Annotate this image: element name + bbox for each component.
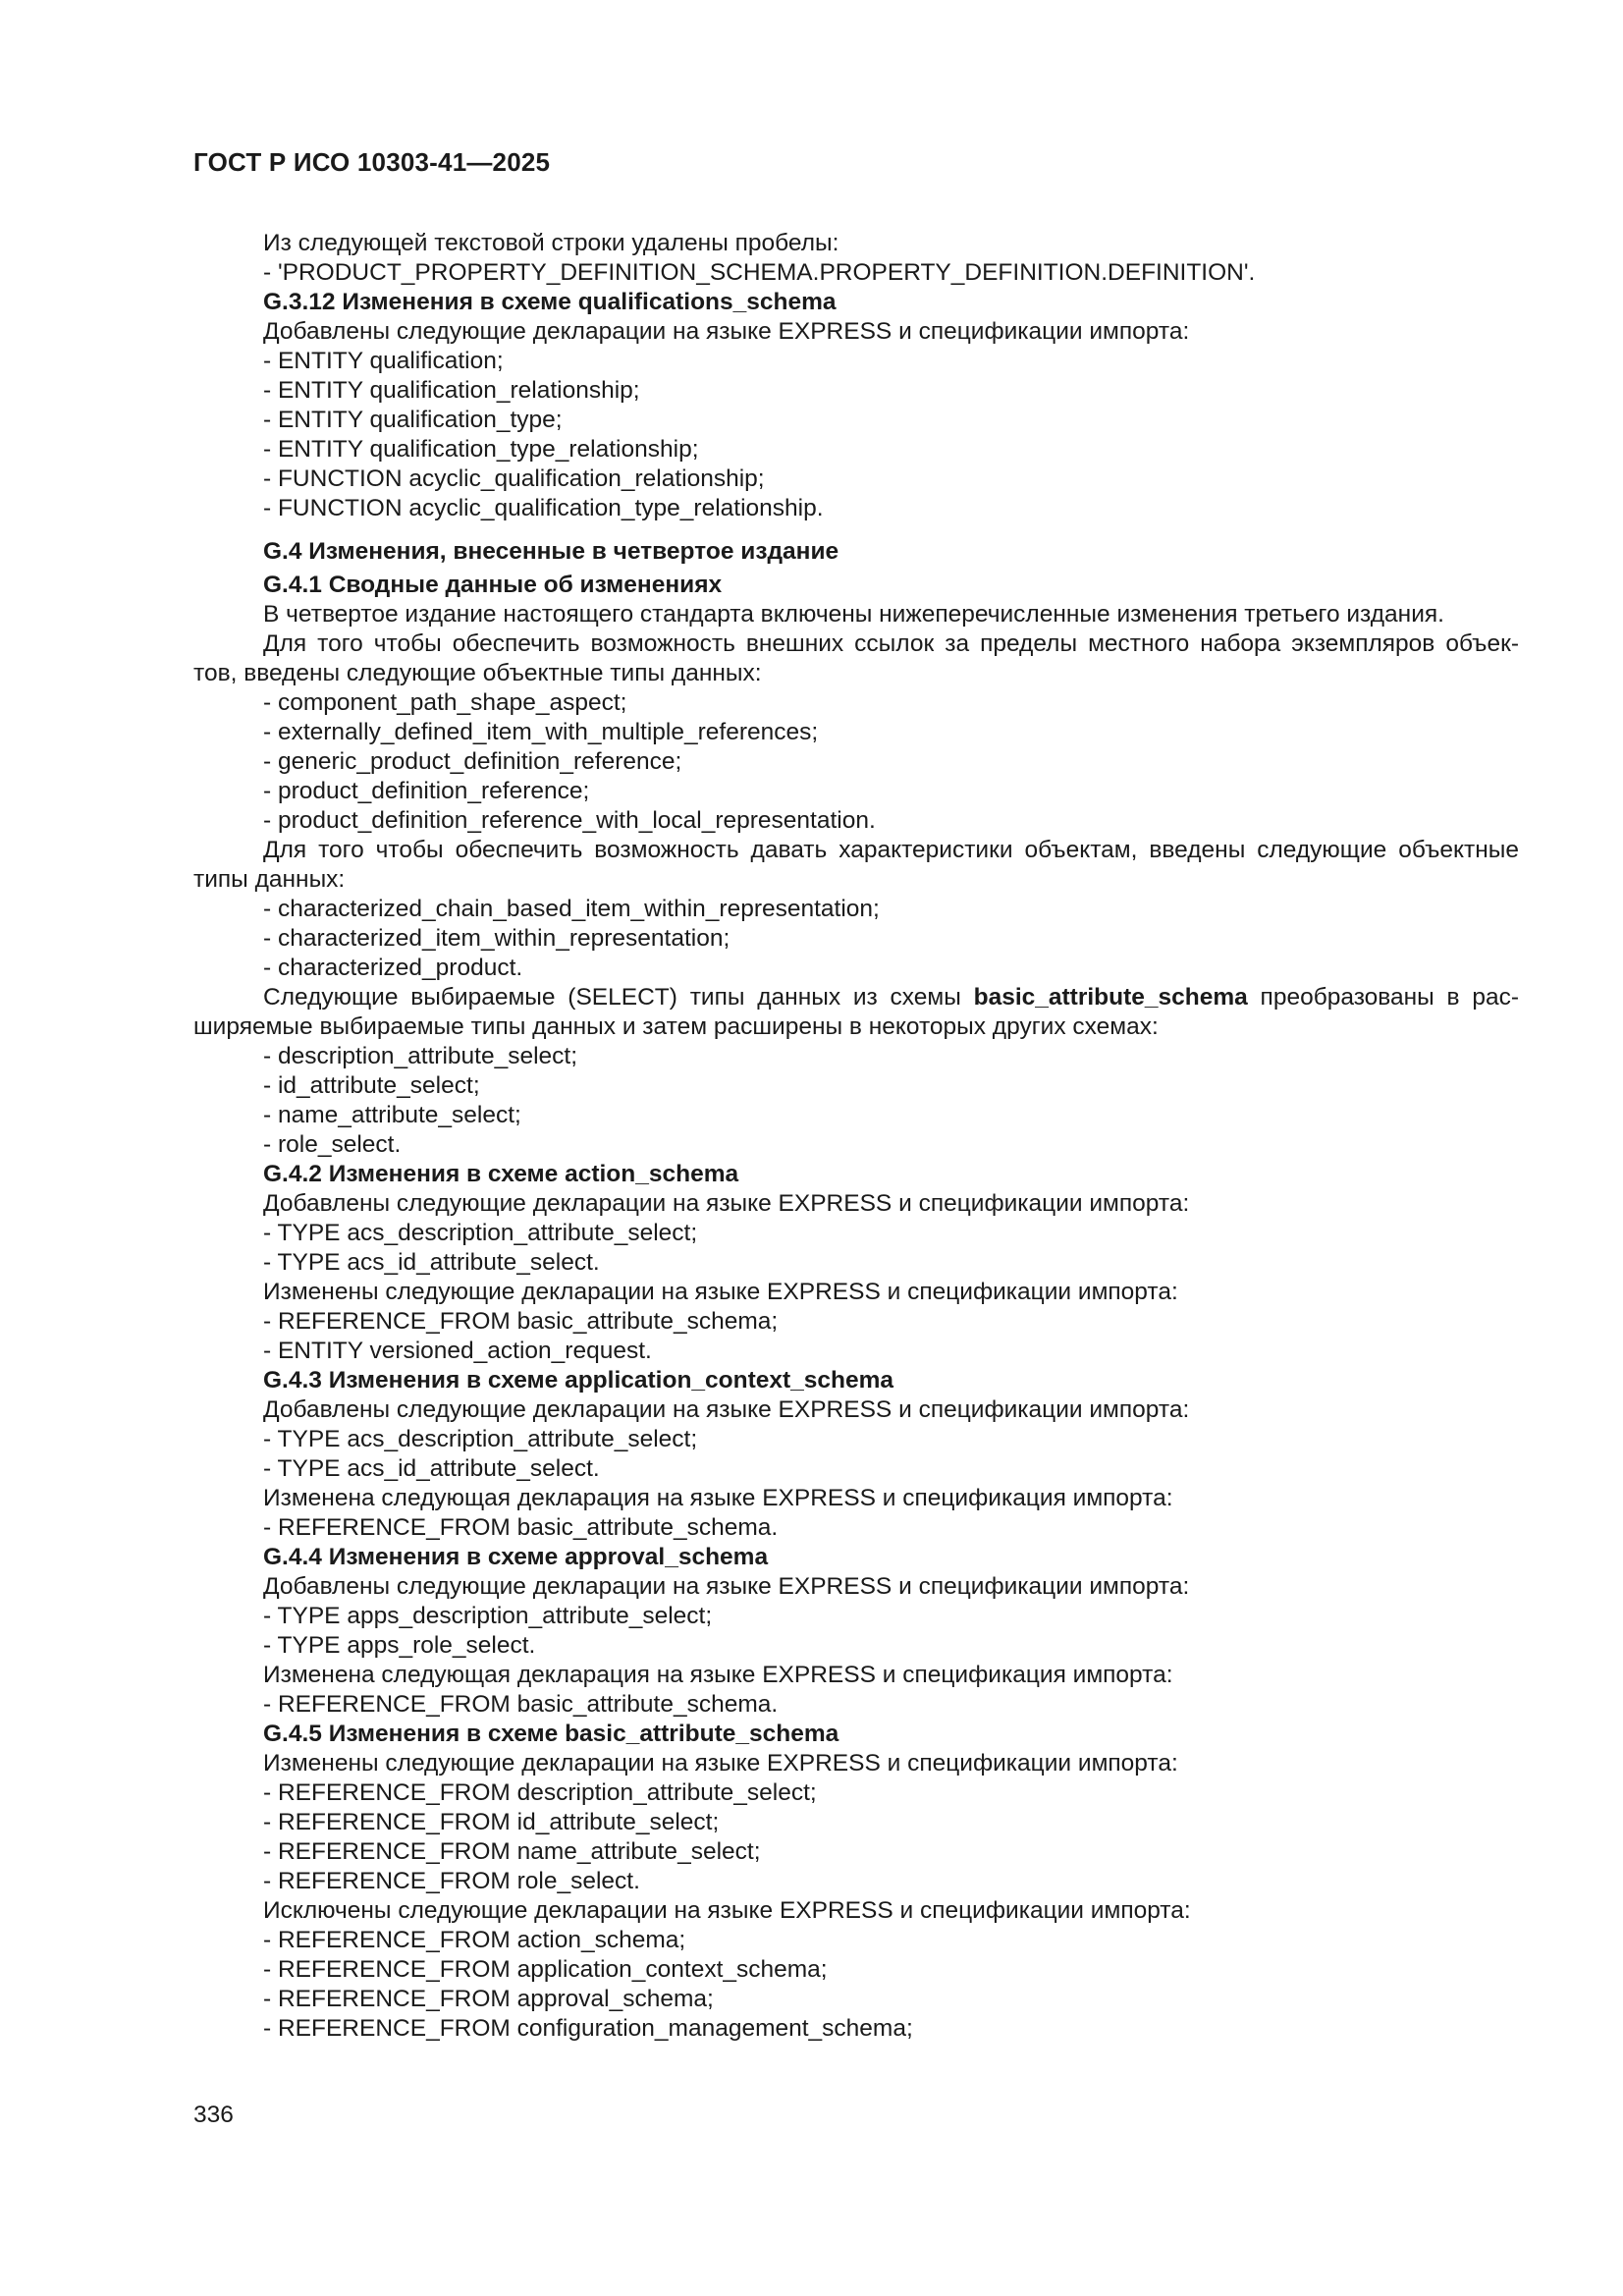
paragraph-first-line — [193, 983, 1519, 1012]
list-item: - component_path_shape_aspect; — [263, 689, 627, 716]
page-number: 336 — [193, 2102, 234, 2128]
list-item: - description_attribute_select; — [263, 1043, 578, 1069]
list-item: - TYPE apps_role_select. — [263, 1632, 536, 1659]
section-heading: G.4.5 Изменения в схеме basic_attribute_schema — [263, 1721, 839, 1747]
text-line: Из следующей текстовой строки удалены пробелы: — [263, 230, 839, 256]
text-line: Добавлены следующие декларации на языке EXPRESS и спецификации импорта: — [263, 1573, 1190, 1600]
list-item: - REFERENCE_FROM id_attribute_select; — [263, 1809, 720, 1835]
text-line: Изменены следующие декларации на языке EXPRESS и спецификации импорта: — [263, 1750, 1178, 1777]
section-g-4-5 — [193, 1720, 1519, 2044]
section-heading: G.4.1 Сводные данные об изменениях — [263, 572, 723, 598]
paragraph — [193, 629, 1519, 688]
list-item: - TYPE acs_id_attribute_select. — [263, 1455, 600, 1482]
text-line: Добавлены следующие декларации на языке EXPRESS и спецификации импорта: — [263, 1190, 1190, 1217]
page-body — [193, 229, 1519, 2044]
text-line: Изменены следующие декларации на языке EXPRESS и спецификации импорта: — [263, 1279, 1178, 1305]
list-item: - REFERENCE_FROM configuration_management_schema; — [263, 2015, 913, 2042]
list-item: - role_select. — [263, 1131, 402, 1158]
list-item: - TYPE acs_id_attribute_select. — [263, 1249, 600, 1276]
list-item: - REFERENCE_FROM basic_attribute_schema. — [263, 1514, 779, 1541]
text-run: преобразованы в рас- — [1247, 984, 1520, 1011]
paragraph — [193, 836, 1519, 895]
list-item: - product_definition_reference; — [263, 778, 590, 804]
list-item: - characterized_item_within_representation; — [263, 925, 730, 952]
section-heading: G.4.4 Изменения в схеме approval_schema — [263, 1544, 769, 1570]
list-item: - REFERENCE_FROM basic_attribute_schema. — [263, 1691, 779, 1718]
document-header: ГОСТ Р ИСО 10303-41—2025 — [193, 147, 551, 177]
schema-name: basic_attribute_schema — [973, 984, 1248, 1011]
text-line: Исключены следующие декларации на языке EXPRESS и спецификации импорта: — [263, 1897, 1191, 1924]
text-line: Изменена следующая декларация на языке EXPRESS и спецификация импорта: — [263, 1485, 1173, 1511]
section-g-4-4 — [193, 1543, 1519, 1720]
paragraph-continuation: тов, введены следующие объектные типы данных: — [193, 660, 762, 686]
list-item: - product_definition_reference_with_local_representation. — [263, 807, 876, 834]
list-item: - generic_product_definition_reference; — [263, 748, 682, 775]
section-heading: G.3.12 Изменения в схеме qualifications_schema — [263, 289, 837, 315]
list-item: - ENTITY versioned_action_request. — [263, 1338, 652, 1364]
paragraph-first-line: Для того чтобы обеспечить возможность давать характеристики объектам, введены следующие объектные — [263, 837, 1519, 863]
text-line: Изменена следующая декларация на языке EXPRESS и спецификация импорта: — [263, 1662, 1173, 1688]
list-item: - REFERENCE_FROM role_select. — [263, 1868, 640, 1894]
text-line: Добавлены следующие декларации на языке EXPRESS и спецификации импорта: — [263, 1396, 1190, 1423]
list-item: - FUNCTION acyclic_qualification_type_relationship. — [263, 495, 824, 521]
list-item: - TYPE acs_description_attribute_select; — [263, 1426, 698, 1452]
list-item: - TYPE acs_description_attribute_select; — [263, 1220, 698, 1246]
section-heading: G.4.3 Изменения в схеме application_context_schema — [263, 1367, 894, 1394]
list-item: - id_attribute_select; — [263, 1072, 480, 1099]
list-item: - characterized_product. — [263, 955, 523, 981]
section-g-4-3 — [193, 1366, 1519, 1543]
text-line: Добавлены следующие декларации на языке EXPRESS и спецификации импорта: — [263, 318, 1190, 345]
list-item: - externally_defined_item_with_multiple_references; — [263, 719, 819, 745]
list-item: - REFERENCE_FROM name_attribute_select; — [263, 1838, 761, 1865]
section-g-3-12 — [193, 288, 1519, 523]
list-item: - FUNCTION acyclic_qualification_relationship; — [263, 465, 765, 492]
section-g-4-1 — [193, 571, 1519, 1160]
paragraph-first-line: Для того чтобы обеспечить возможность внешних ссылок за пределы местного набора экземпляров объек- — [263, 630, 1519, 657]
list-item: - REFERENCE_FROM application_context_schema; — [263, 1956, 828, 1983]
list-item: - ENTITY qualification_type; — [263, 407, 563, 433]
list-item: - REFERENCE_FROM description_attribute_select; — [263, 1779, 817, 1806]
list-item: - REFERENCE_FROM action_schema; — [263, 1927, 686, 1953]
section-heading-g-4: G.4 Изменения, внесенные в четвертое издание — [263, 538, 839, 565]
list-item: - REFERENCE_FROM basic_attribute_schema; — [263, 1308, 779, 1335]
paragraph — [193, 983, 1519, 1042]
list-item: - REFERENCE_FROM approval_schema; — [263, 1986, 714, 2012]
list-item: - TYPE apps_description_attribute_select; — [263, 1603, 713, 1629]
section-heading: G.4.2 Изменения в схеме action_schema — [263, 1161, 739, 1187]
list-item: - ENTITY qualification_relationship; — [263, 377, 640, 404]
list-item: - 'PRODUCT_PROPERTY_DEFINITION_SCHEMA.PROPERTY_DEFINITION.DEFINITION'. — [263, 259, 1256, 286]
block-whitespace-removed — [193, 229, 1519, 288]
list-item: - name_attribute_select; — [263, 1102, 521, 1128]
paragraph-continuation: ширяемые выбираемые типы данных и затем расширены в некоторых других схемах: — [193, 1013, 1159, 1040]
paragraph-continuation: типы данных: — [193, 866, 346, 893]
text-line: В четвертое издание настоящего стандарта включены нижеперечисленные изменения третьего издания. — [263, 601, 1444, 628]
list-item: - ENTITY qualification; — [263, 348, 504, 374]
text-run: Следующие выбираемые (SELECT) типы данных из схемы — [263, 984, 974, 1011]
list-item: - ENTITY qualification_type_relationship; — [263, 436, 699, 463]
section-g-4-2 — [193, 1160, 1519, 1366]
list-item: - characterized_chain_based_item_within_representation; — [263, 896, 880, 922]
